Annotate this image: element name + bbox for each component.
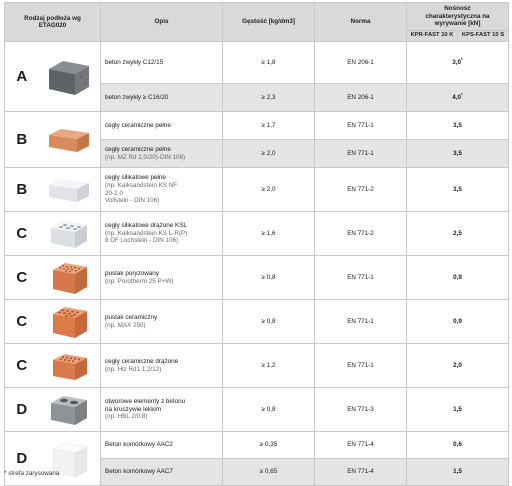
density-value: ≥ 0,65 <box>223 459 315 486</box>
density-value: ≥ 1,8 <box>223 42 315 84</box>
density-value: ≥ 2,3 <box>223 84 315 112</box>
footnote-mark: * <box>461 91 463 97</box>
capacity-value: 0,9 <box>407 256 509 300</box>
substrate-class-letter: C <box>5 212 39 256</box>
density-value: ≥ 0,8 <box>223 300 315 344</box>
substrate-description: cegły silikatowe drążone KSL (np. Kalksandstein KS L-R(P) 8 DF Lochstein - DIN 106) <box>101 212 223 256</box>
substrate-description: pustak ceramiczny (np. MAX 250) <box>101 300 223 344</box>
substrate-description: otworowe elementy z betonu na kruszywie lekkim (np. HBL 2/0.8) <box>101 388 223 432</box>
substrate-image <box>39 42 101 112</box>
substrate-class-letter: A <box>5 42 39 112</box>
norm-value: EN 771-4 <box>315 432 407 459</box>
substrate-image <box>39 112 101 168</box>
substrate-class-letter: D <box>5 388 39 432</box>
substrate-image <box>39 256 101 300</box>
substrate-description: cegły ceramiczne pełne (np. MZ Rd 2,0/20)-DIN 106) <box>101 140 223 168</box>
density-value: ≥ 1,6 <box>223 212 315 256</box>
capacity-value: 1,5 <box>407 388 509 432</box>
porous-hollow-block-icon <box>39 258 101 298</box>
concrete-block-icon <box>39 57 101 97</box>
substrate-class-letter: B <box>5 112 39 168</box>
substrate-image <box>39 168 101 212</box>
anchor-capacity-table <box>4 2 509 486</box>
capacity-value: 0,6 <box>407 432 509 459</box>
ceramic-brick-icon <box>39 125 101 155</box>
capacity-value: 1,5 <box>407 459 509 486</box>
capacity-value: 3,5 <box>407 112 509 140</box>
footnote: * strefa zarysowana <box>4 470 60 477</box>
substrate-description: pustak poryzowany (np. Porotherm 25 P+W) <box>101 256 223 300</box>
norm-value: EN 206-1 <box>315 42 407 84</box>
norm-value: EN 771-2 <box>315 168 407 212</box>
density-value: ≥ 2,0 <box>223 140 315 168</box>
norm-value: EN 206-1 <box>315 84 407 112</box>
hollow-silicate-brick-icon <box>39 216 101 252</box>
substrate-image <box>39 388 101 432</box>
hollow-ceramic-brick-icon <box>39 348 101 384</box>
lightweight-concrete-block-icon <box>39 391 101 429</box>
substrate-description: cegły ceramiczne pełne <box>101 112 223 140</box>
header-norm: Norma <box>315 3 407 42</box>
header-capacity: Nośność charakterystyczna na wyrywanie [kN] <box>407 3 509 31</box>
norm-value: EN 771-1 <box>315 140 407 168</box>
header-substrate: Rodzaj podłoża wg ETAG020 <box>5 3 101 42</box>
norm-value: EN 771-4 <box>315 459 407 486</box>
header-kpr-fast-10k: KPR-FAST 10 K <box>407 31 458 42</box>
density-value: ≥ 1,7 <box>223 112 315 140</box>
capacity-value: 0,9 <box>407 300 509 344</box>
substrate-image <box>39 344 101 388</box>
norm-value: EN 771-1 <box>315 256 407 300</box>
substrate-image <box>39 212 101 256</box>
capacity-value: 3,0* <box>407 42 509 84</box>
substrate-description: beton zwykły ≥ C16/20 <box>101 84 223 112</box>
header-kps-fast-10s: KPS-FAST 10 S <box>458 31 509 42</box>
norm-value: EN 771-1 <box>315 344 407 388</box>
density-value: ≥ 2,0 <box>223 168 315 212</box>
norm-value: EN 771-2 <box>315 212 407 256</box>
capacity-value: 2,5 <box>407 212 509 256</box>
substrate-description: cegły ceramiczne drążone (np. Hlz Rd1 1,2/12) <box>101 344 223 388</box>
substrate-description: cegły silikatowe pełne (np. Kalksandstein KS NF 20-2.0 Vollstein - DIN 106) <box>101 168 223 212</box>
header-density: Gęstość [kg/dm3] <box>223 3 315 42</box>
norm-value: EN 771-1 <box>315 112 407 140</box>
ceramic-hollow-block-icon <box>39 302 101 342</box>
capacity-value: 4,0* <box>407 84 509 112</box>
density-value: ≥ 0,35 <box>223 432 315 459</box>
footnote-mark: * <box>461 56 463 62</box>
density-value: ≥ 0,8 <box>223 388 315 432</box>
substrate-image <box>39 300 101 344</box>
substrate-class-letter: D <box>5 432 39 486</box>
capacity-value: 3,5 <box>407 168 509 212</box>
header-description: Opis <box>101 3 223 42</box>
density-value: ≥ 1,2 <box>223 344 315 388</box>
substrate-class-letter: C <box>5 344 39 388</box>
norm-value: EN 771-3 <box>315 388 407 432</box>
substrate-class-letter: C <box>5 256 39 300</box>
density-value: ≥ 0,8 <box>223 256 315 300</box>
substrate-class-letter: B <box>5 168 39 212</box>
silicate-brick-icon <box>39 175 101 205</box>
substrate-class-letter: C <box>5 300 39 344</box>
capacity-value: 3,5 <box>407 140 509 168</box>
substrate-description: Beton komórkowy AAC2 <box>101 432 223 459</box>
norm-value: EN 771-1 <box>315 300 407 344</box>
substrate-description: beton zwykły C12/15 <box>101 42 223 84</box>
substrate-description: Beton komórkowy AAC7 <box>101 459 223 486</box>
capacity-value: 2,0 <box>407 344 509 388</box>
